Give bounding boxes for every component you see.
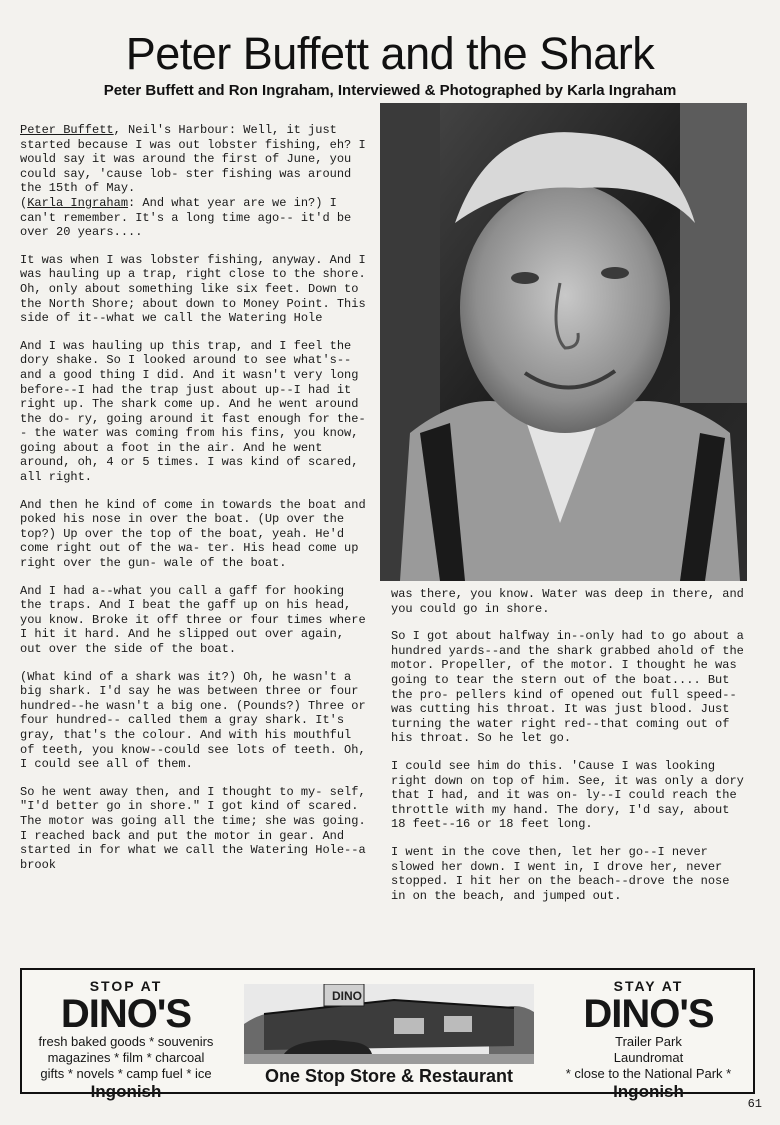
paragraph-10: I could see him do this. 'Cause I was looking right down on top of him. See, it was only a dory that I had, and it was on- ly--I could reach the throttle with my hand. The dory, I'd say, about 18 feet--16 or 18 feet long. [391,758,744,832]
ad-right-location: Ingonish [613,1082,684,1101]
ad-right-line1: Trailer Park [615,1034,682,1049]
paragraph-1a [20,123,372,196]
paragraph-3: And I was hauling up this trap, and I feel the dory shake. So I looked around to see what's--and a good thing I did. And it wasn't very long before--I had the trap just about up--I had it right up. The shark come up. And he went around the do- ry, going around it fast enough for the-- the water was coming from his fins, you know, going about a foot in the air. And he went around, oh, 4 or 5 times. I was kind of scared, all right. [20,338,366,485]
ad-right-brand: DINO'S [583,992,714,1036]
article-title: Peter Buffett and the Shark [125,28,655,79]
paragraph-4: And then he kind of come in towards the boat and poked his nose in over the boat. (Up over the top?) Up over the top of the boat, yeah. He'd come right out of the wa- ter. His head come up right over the gun- wale of the boat. [20,497,366,571]
paragraph-9: So I got about halfway in--only had to go about a hundred yards--and the shark grabbed ahold of the motor. Propeller, of the motor. I thought he was going to tear the stern out of the boat.... But the pro- pellers kind of opened out full speed--was cutting his throat. It was just blood. Just turning the water right red--that coming out of his throat. So he let go. [391,629,744,746]
ad-right-line2: Laundromat [613,1050,684,1065]
paragraph-6: (What kind of a shark was it?) Oh, he wasn't a big shark. I'd say he was between three or four hundred--he wasn't a big one. (Pounds?) Three or four hundred-- called them a gray shark. It's gray, that's the colour. And with his mouthful of teeth, you know--could see lots of teeth. Oh, I could see all of them. [20,669,366,772]
paragraph-text: , Neil's Harbour: Well, it just started because I was out lobster fishing, eh? I would say it was around the first of June, you could say, 'cause lob- ster fishing was around the 15th of May. [20,123,366,196]
paragraph-1b [20,196,372,240]
article-column-right [391,587,746,916]
paragraph-8: was there, you know. Water was deep in there, and you could go in shore. [391,587,744,616]
page-number: 61 [747,1097,762,1111]
ad-left-header: STOP AT [89,978,163,994]
ad-left-brand: DINO'S [60,992,192,1036]
ad-left-panel [22,970,230,1102]
interviewer-name: Karla Ingraham [27,195,129,210]
paragraph-7: So he went away then, and I thought to my- self, "I'd better go in shore." I got kind of scared. The motor was going all the time; she was going. I reached back and put the motor in gear. And started in for what we call the Watering Hole--a brook [20,784,366,872]
paragraph-2: It was when I was lobster fishing, anyway. And I was hauling up a trap, right close to the shore. Oh, only about something like six feet. Down to the North Shore; about down to Money Point. This side of it--what we call the Watering Hole [20,252,366,326]
paragraph-5: And I had a--what you call a gaff for hooking the traps. And I beat the gaff up on his head, you know. Broke it off three or four times where I hit it hard. And he slipped out over again, out over the side of the boat. [20,583,366,656]
store-photo [244,984,534,1064]
ad-left-line1: fresh baked goods * souvenirs [38,1034,214,1049]
ad-left-line3: gifts * novels * camp fuel * ice [40,1066,212,1081]
ad-slogan: One Stop Store & Restaurant [264,1066,514,1086]
portrait-illustration [380,103,747,581]
paren-open: ( [20,195,28,210]
article-byline: Peter Buffett and Ron Ingraham, Interviewed & Photographed by Karla Ingraham [103,82,677,99]
ad-right-header: STAY AT [613,978,684,994]
article-column-left [20,123,372,885]
ad-right-panel [544,970,753,1102]
dinos-advertisement [20,968,755,1101]
speaker-name: Peter Buffett [20,123,114,137]
paragraph-text: : And what year are we in?) I can't remember. It's a long time ago-- it'd be over 20 years.... [20,195,352,240]
ad-left-line2: magazines * film * charcoal [47,1050,205,1065]
store-sign-text: DINO [332,989,362,1003]
ad-left-location: Ingonish [90,1082,162,1101]
ad-right-line3: * close to the National Park * [565,1066,732,1081]
paragraph-11: I went in the cove then, let her go--I never slowed her down. I went in, I drove her, never stopped. I hit her on the beach--drove the nose in on the beach, and jumped out. [391,844,730,903]
portrait-photo [380,103,747,581]
